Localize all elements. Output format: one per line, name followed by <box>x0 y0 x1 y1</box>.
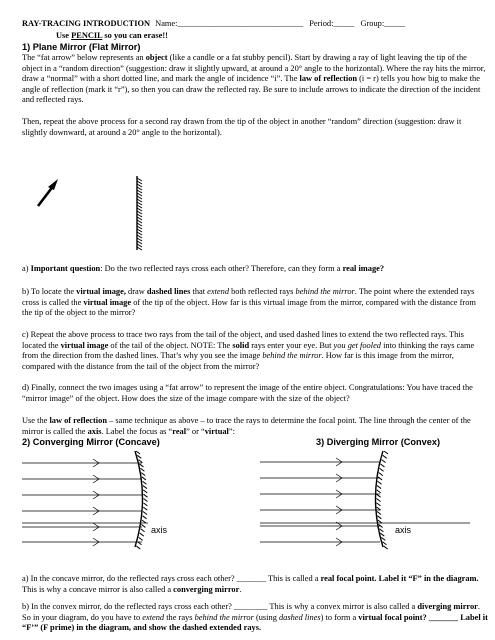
final-question-b: b) In the convex mirror, do the reflected rays cross each other? ________ This is why a convex mirror is also called a diverging mirror. So in your diagram, do you have to extend the rays behind the mirror (using dashed lines) to form a virtual focal point? _______ Label it “F’” (F prime) in the diagram, and show the dashed extended rays. <box>22 602 488 633</box>
focal-point-instructions: Use the law of reflection – same technique as above – to trace the rays to determine the focal point. The line through the center of the mirror is called the axis. Label the focus as “real” or “virtual”: <box>22 416 471 436</box>
worksheet-header <box>22 19 405 30</box>
question-d: d) Finally, connect the two images using a “fat arrow” to represent the image of the entire object. Congratulations: You have traced the “mirror image” of the object. How does the size of the image compare with the size of the object? <box>22 383 473 403</box>
group-field[interactable]: Group:_____ <box>360 19 406 28</box>
section1-instructions: The “fat arrow” below represents an object (like a candle or a fat stubby pencil). Start by drawing a ray of light leaving the tip of the object in a “random direction” (suggestion: draw it slightly upward, at around a 20° angle to the horizontal). Where the ray hits the mirror, draw a “normal” with a short dotted line, and mark the angle of incidence “i”. The law of reflection (i = r) tells you how big to make the angle of reflection (mark it “r”), so then you can draw the reflected ray. Be sure to include arrows to indicate the direction of the incident and reflected rays. <box>22 53 486 105</box>
curved-mirrors-diagram <box>0 451 495 551</box>
fat-arrow-object <box>38 179 58 206</box>
name-field[interactable]: Name:______________________________ <box>155 19 304 28</box>
question-a: a) Important question: Do the two reflected rays cross each other? Therefore, can they form a real image? <box>22 264 385 273</box>
pencil-note: Use PENCIL so you can erase!! <box>56 31 168 40</box>
concave-mirror-diagram <box>22 451 148 549</box>
question-c: c) Repeat the above process to trace two rays from the tail of the object, and used dashed lines to extend the two reflected rays. This located the virtual image of the tail of the object. NOTE: The solid rays enter your eye. But you get fooled into thinking the rays came from the direction from the dashed lines. That’s why you see the image behind the mirror. How far is this image from the mirror, compared with the distance from the tail of the object from the mirror? <box>22 330 475 371</box>
period-field[interactable]: Period:_____ <box>309 19 355 28</box>
section1-heading: 1) Plane Mirror (Flat Mirror) <box>22 42 141 52</box>
worksheet-title: RAY-TRACING INTRODUCTION <box>22 19 151 28</box>
plane-mirror <box>137 176 142 250</box>
question-b: b) To locate the virtual image, draw dashed lines that extend both reflected rays behind the mirror. The point where the extended rays cross is called the virtual image of the tip of the object. How far is this virtual image from the mirror, compared with the distance from the tip of the object to the mirror? <box>22 287 476 318</box>
section3-heading: 3) Diverging Mirror (Convex) <box>316 437 441 447</box>
convex-axis-label: axis <box>395 525 412 535</box>
concave-axis-label: axis <box>151 525 168 535</box>
section2-heading: 2) Converging Mirror (Concave) <box>22 437 160 447</box>
section1-repeat-instructions: Then, repeat the above process for a second ray drawn from the tip of the object in another “random” direction (suggestion: draw it slightly downward, at around a 20° angle to the horizontal). <box>22 117 462 137</box>
final-question-a: a) In the concave mirror, do the reflected rays cross each other? _______ This is called a real focal point. Label it “F” in the diagram. This is why a concave mirror is also called a converging mirror. <box>22 574 479 594</box>
arrow-head-icon <box>48 179 58 190</box>
convex-mirror-diagram <box>260 451 470 549</box>
plane-mirror-diagram <box>0 176 495 256</box>
